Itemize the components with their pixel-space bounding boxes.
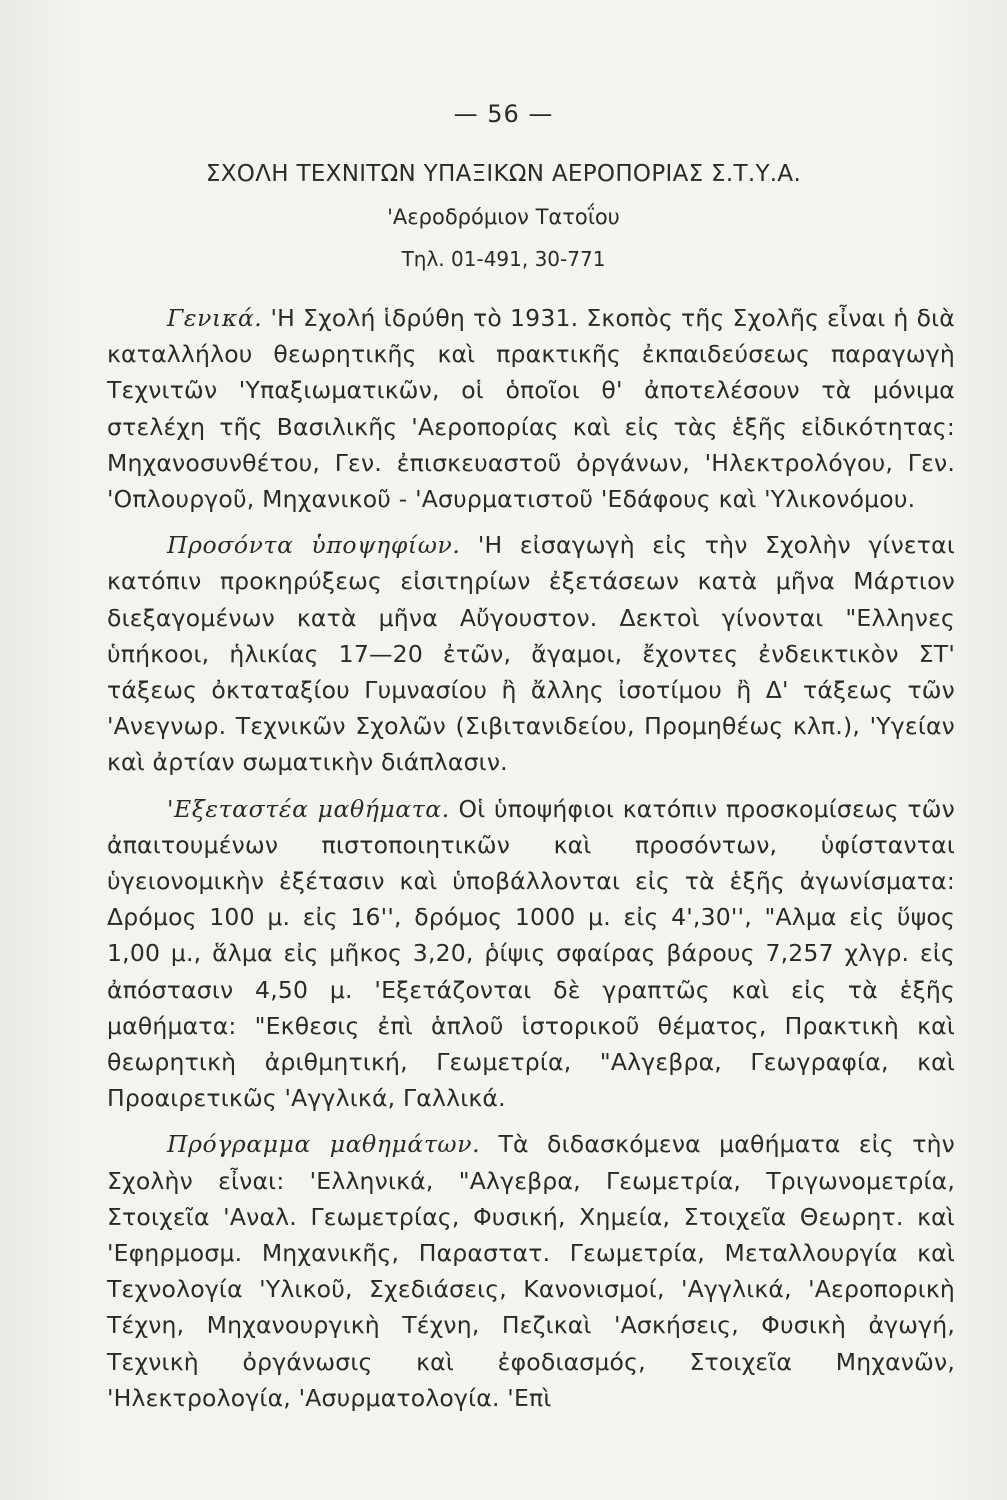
- section-heading-exam-subjects: 'Εξεταστέα μαθήματα.: [167, 794, 450, 823]
- section-heading-general: Γενικά.: [167, 304, 263, 332]
- section-text-curriculum: Τὰ διδασκόμενα μαθήματα εἰς τὴν Σχολὴν εἶναι: 'Ελληνικά, "Αλγεβρα, Γεωμετρία, Τριγωνομετρία, Στοιχεῖα 'Αναλ. Γεωμετρίας, Φυσική, Χημεία, Στοιχεῖα Θεωρητ. καὶ 'Εφηρμοσμ. Μηχανικῆς, Παραστατ. Γεωμετρία, Μεταλλουργία καὶ Τεχνολογία 'Υλικοῦ, Σχεδιάσεις, Κανονισμοί, 'Αγγλικά, 'Αεροπορικὴ Τέχνη, Μηχανουργικὴ Τέχνη, Πεζικαὶ 'Ασκήσεις, Φυσικὴ ἀγωγή, Τεχνικὴ ὀργάνωσις καὶ ἐφοδιασμός, Στοιχεῖα Μηχανῶν, 'Ηλεκτρολογία, 'Ασυρματολογία. 'Επὶ: [107, 1130, 955, 1412]
- section-text-general: 'Η Σχολή ἱδρύθη τὸ 1931. Σκοπὸς τῆς Σχολῆς εἶναι ἡ διὰ καταλλήλου θεωρητικῆς καὶ πρακτικῆς ἐκπαιδεύσεως παραγωγὴ Τεχνιτῶν 'Υπαξιωματικῶν, οἱ ὁποῖοι θ' ἀποτελέσουν τὰ μόνιμα στελέχη τῆς Βασιλικῆς 'Αεροπορίας καὶ εἰς τὰς ἑξῆς εἰδικότητας: Μηχανοσυνθέτου, Γεν. ἐπισκευαστοῦ ὀργάνων, 'Ηλεκτρολόγου, Γεν. 'Οπλουργοῦ, Μηχανικοῦ - 'Ασυρματιστοῦ 'Εδάφους καὶ 'Υλικονόμου.: [107, 304, 955, 514]
- school-location: 'Αεροδρόμιον Τατοΐου: [387, 205, 620, 229]
- institution-header: [0, 160, 1007, 272]
- section-general: [107, 300, 955, 517]
- section-heading-qualifications: Προσόντα ὑποψηφίων.: [167, 531, 461, 560]
- school-name: ΣΧΟΛΗ ΤΕΧΝΙΤΩΝ ΥΠΑΞΙΚΩΝ ΑΕΡΟΠΟΡΙΑΣ Σ.Τ.Υ.Α.: [205, 161, 802, 187]
- page-number: — 56 —: [453, 100, 554, 128]
- section-exam-subjects: [107, 791, 955, 1117]
- section-text-qualifications: 'Η εἰσαγωγὴ εἰς τὴν Σχολὴν γίνεται κατόπιν προκηρύξεως εἰσιτηρίων ἐξετάσεων κατὰ μῆνα Μάρτιον διεξαγομένων κατὰ μῆνα Αὔγουστον. Δεκτοὶ γίνονται "Ελληνες ὑπήκοοι, ἡλικίας 17—20 ἐτῶν, ἄγαμοι, ἔχοντες ἐνδεικτικὸν ΣΤ' τάξεως ὀκταταξίου Γυμνασίου ἢ ἄλλης ἰσοτίμου ἢ Δ' τάξεως τῶν 'Ανεγνωρ. Τεχνικῶν Σχολῶν (Σιβιτανιδείου, Προμηθέως κλπ.), 'Υγείαν καὶ ἀρτίαν σωματικὴν διάπλασιν.: [107, 531, 955, 777]
- document-body: [107, 300, 955, 1426]
- section-heading-curriculum: Πρόγραμμα μαθημάτων.: [167, 1130, 481, 1159]
- section-qualifications: [107, 527, 955, 780]
- school-phone: Τηλ. 01-491, 30-771: [401, 247, 606, 271]
- section-curriculum: [107, 1126, 955, 1416]
- section-text-exam-subjects: Οἱ ὑποψήφιοι κατόπιν προσκομίσεως τῶν ἀπαιτουμένων πιστοποιητικῶν καὶ προσόντων, ὑφίστανται ὑγειονομικὴν ἐξέτασιν καὶ ὑποβάλλονται εἰς τὰ ἑξῆς ἀγωνίσματα: Δρόμος 100 μ. εἰς 16'', δρόμος 1000 μ. εἰς 4',30'', "Αλμα εἰς ὕψος 1,00 μ., ἅλμα εἰς μῆκος 3,20, ῥίψις σφαίρας βάρους 7,257 χλγρ. εἰς ἀπόστασιν 4,50 μ. 'Εξετάζονται δὲ γραπτῶς καὶ εἰς τὰ ἑξῆς μαθήματα: "Εκθεσις ἐπὶ ἁπλοῦ ἱστορικοῦ θέματος, Πρακτικὴ καὶ θεωρητικὴ ἀριθμητική, Γεωμετρία, "Αλγεβρα, Γεωγραφία, καὶ Προαιρετικῶς 'Αγγλικά, Γαλλικά.: [107, 794, 955, 1113]
